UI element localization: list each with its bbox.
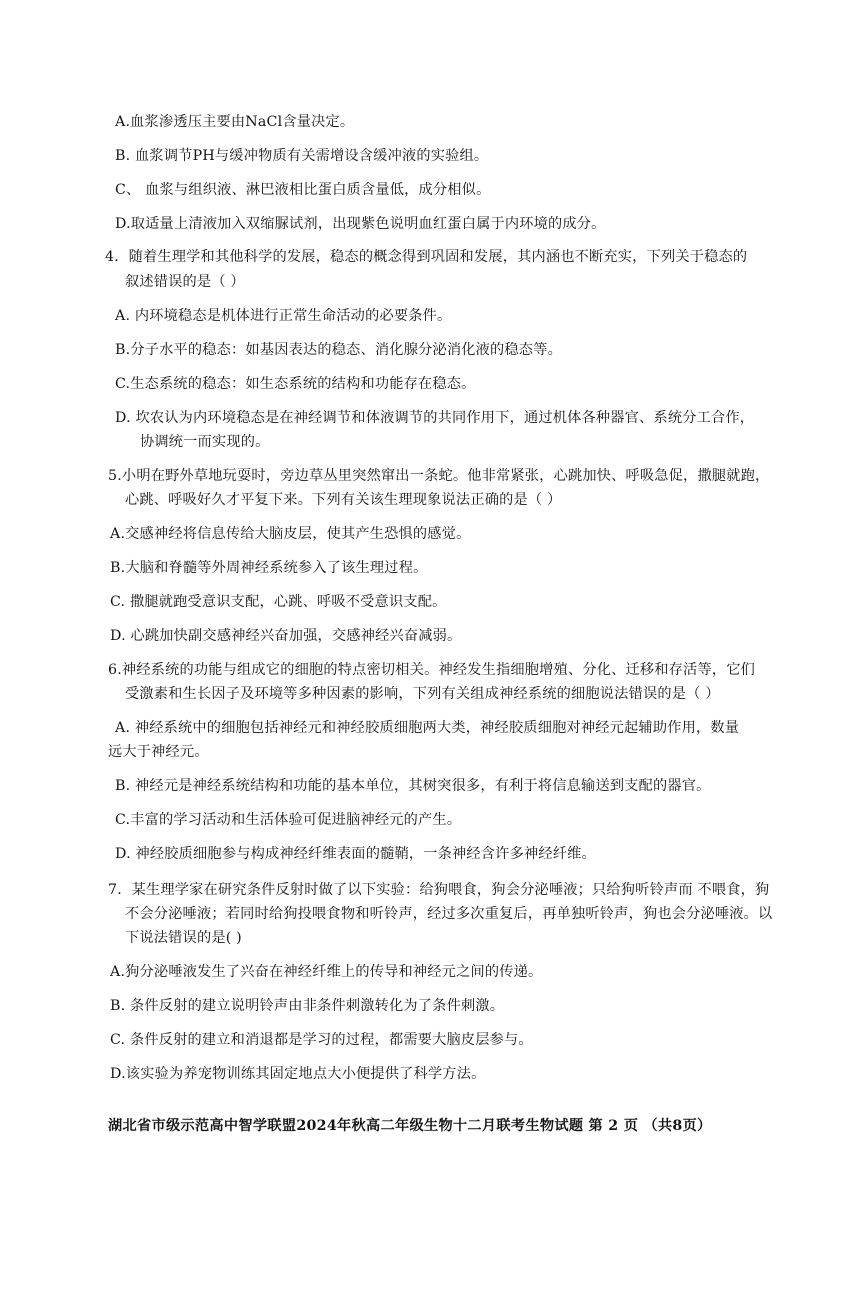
- q4-stem-line1: 4．随着生理学和其他科学的发展，稳态的概念得到巩固和发展，其内涵也不断充实，下列关于稳态的: [105, 249, 748, 265]
- q3-option-a: A.血浆渗透压主要由NaCl含量决定。: [115, 114, 355, 130]
- q4-option-b: B.分子水平的稳态：如基因表达的稳态、消化腺分泌消化液的稳态等。: [115, 342, 562, 358]
- q7-stem-line3: 下说法错误的是( ): [125, 930, 242, 946]
- q5-option-b: B.大脑和脊髓等外周神经系统参入了该生理过程。: [110, 560, 428, 576]
- q4-option-c: C.生态系统的稳态：如生态系统的结构和功能存在稳态。: [115, 376, 476, 392]
- q7-option-c: C. 条件反射的建立和消退都是学习的过程，都需要大脑皮层参与。: [110, 1032, 533, 1048]
- q7-option-a: A.狗分泌唾液发生了兴奋在神经纤维上的传导和神经元之间的传递。: [110, 964, 543, 980]
- q6-option-a-line2: 远大于神经元。: [108, 744, 209, 760]
- q5-stem-line2: 心跳、呼吸好久才平复下来。下列有关该生理现象说法正确的是（ ）: [125, 492, 562, 508]
- q4-option-d-line1: D. 坎农认为内环境稳态是在神经调节和体液调节的共同作用下，通过机体各种器官、系统分工合作，: [115, 410, 755, 426]
- page-footer: 湖北省市级示范高中智学联盟2024年秋高二年级生物十二月联考生物试题 第 2 页 （共8页）: [108, 1118, 712, 1134]
- q7-stem-line1: 7．某生理学家在研究条件反射时做了以下实验：给狗喂食，狗会分泌唾液；只给狗听铃声而 不喂食，狗: [108, 882, 770, 898]
- q6-option-a-line1: A. 神经系统中的细胞包括神经元和神经胶质细胞两大类，神经胶质细胞对神经元起辅助作用，数量: [115, 720, 740, 736]
- q3-option-c: C、 血浆与组织液、淋巴液相比蛋白质含量低，成分相似。: [115, 182, 491, 198]
- q5-option-c: C. 撒腿就跑受意识支配，心跳、呼吸不受意识支配。: [110, 594, 447, 610]
- q5-option-d: D. 心跳加快副交感神经兴奋加强，交感神经兴奋减弱。: [110, 628, 462, 644]
- q4-stem-line2: 叙述错误的是（ ）: [125, 274, 245, 290]
- q3-option-d: D.取适量上清液加入双缩脲试剂，出现紫色说明血红蛋白属于内环境的成分。: [115, 216, 606, 232]
- q6-stem-line2: 受激素和生长因子及环境等多种因素的影响，下列有关组成神经系统的细胞说法错误的是（ ）: [125, 686, 720, 702]
- q4-option-d-line2: 协调统一而实现的。: [140, 434, 270, 450]
- q6-option-b: B. 神经元是神经系统结构和功能的基本单位，其树突很多，有利于将信息输送到支配的器官。: [115, 778, 711, 794]
- q4-option-a: A. 内环境稳态是机体进行正常生命活动的必要条件。: [115, 308, 452, 324]
- q5-stem-line1: 5.小明在野外草地玩耍时，旁边草丛里突然窜出一条蛇。他非常紧张，心跳加快、呼吸急促，撒腿就跑，: [108, 468, 770, 484]
- q7-stem-line2: 不会分泌唾液；若同时给狗投喂食物和听铃声，经过多次重复后，再单独听铃声，狗也会分泌唾液。以: [125, 906, 773, 922]
- q7-option-d: D.该实验为养宠物训练其固定地点大小便提供了科学方法。: [110, 1066, 486, 1082]
- q3-option-b: B. 血浆调节PH与缓冲物质有关需增设含缓冲液的实验组。: [115, 148, 489, 164]
- q6-option-c: C.丰富的学习活动和生活体验可促进脑神经元的产生。: [115, 812, 462, 828]
- q5-option-a: A.交感神经将信息传给大脑皮层，使其产生恐惧的感觉。: [110, 526, 471, 542]
- q6-option-d: D. 神经胶质细胞参与构成神经纤维表面的髓鞘，一条神经含许多神经纤维。: [115, 846, 596, 862]
- q6-stem-line1: 6.神经系统的功能与组成它的细胞的特点密切相关。神经发生指细胞增殖、分化、迁移和存活等，它们: [108, 662, 755, 678]
- q7-option-b: B. 条件反射的建立说明铃声由非条件刺激转化为了条件刺激。: [110, 998, 505, 1014]
